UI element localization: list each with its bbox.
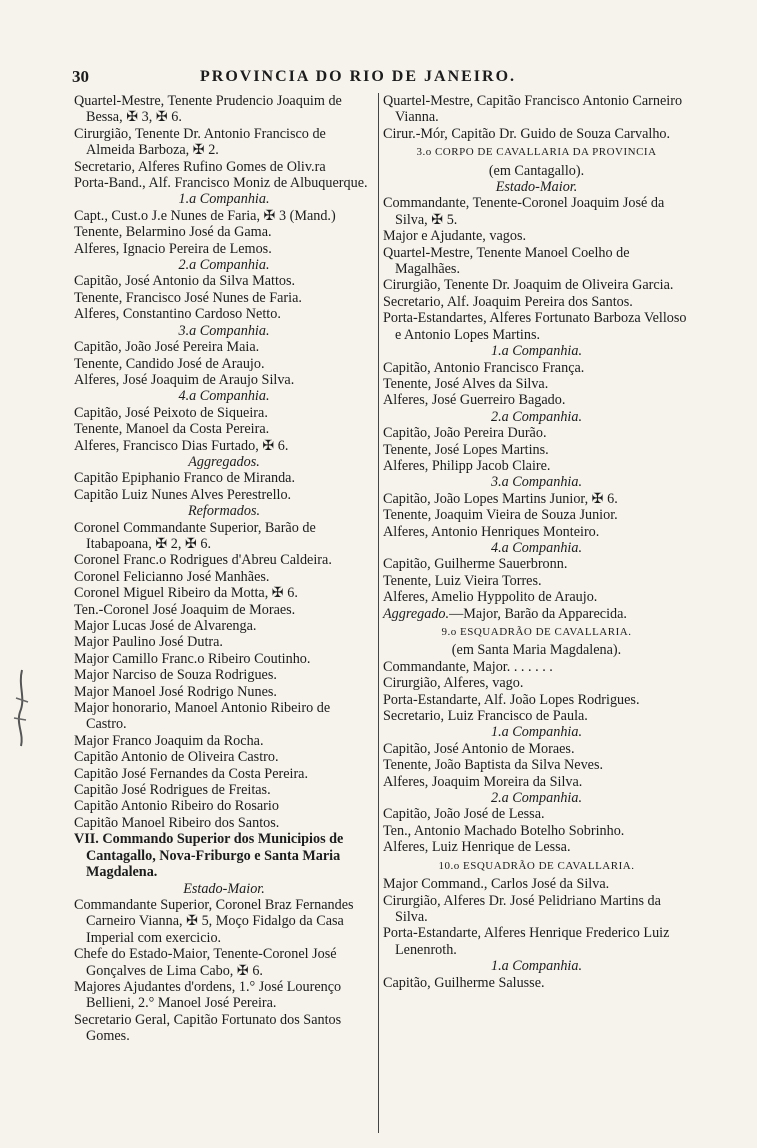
entry: Alferes, José Joaquim de Araujo Silva. [74,371,295,388]
aggregado-label: Aggregado. [383,605,450,622]
entry: Porta-Band., Alf. Francisco Moniz de Albuquerque. [74,175,368,192]
entry: Quartel-Mestre, Capitão Francisco Antonio Carneiro Vianna. [383,93,683,126]
entry: Coronel Commandante Superior, Barão de Itabapoana, ✠ 2, ✠ 6. [74,519,316,552]
entry: Capitão Manoel Ribeiro dos Santos. [74,814,280,831]
entry: Alferes, Antonio Henriques Monteiro. [383,523,600,540]
entry: Ten.-Coronel José Joaquim de Moraes. [74,601,296,618]
entry: Alferes, Ignacio Pereira de Lemos. [74,240,272,257]
entry: Secretario, Alferes Rufino Gomes de Oliv.ra [74,158,326,175]
squadron-heading: 9.o ESQUADRÃO DE CAVALLARIA. [441,626,632,638]
entry: Coronel Franc.o Rodrigues d'Abreu Caldeira. [74,552,332,569]
entry: Cirurgião, Tenente Dr. Joaquim de Oliveira Garcia. [383,277,674,294]
squadron-heading: 10.o ESQUADRÃO DE CAVALLARIA. [438,859,635,872]
entry: Cirurgião, Alferes, vago. [383,675,524,692]
entry: Major Command., Carlos José da Silva. [383,876,610,893]
entry: Chefe do Estado-Maior, Tenente-Coronel José Gonçalves de Lima Cabo, ✠ 6. [74,946,337,979]
entry: Ten., Antonio Machado Botelho Sobrinho. [383,822,625,839]
entry: Capitão Antonio de Oliveira Castro. [74,749,279,766]
entry: Major honorario, Manoel Antonio Ribeiro de Castro. [74,700,331,733]
entry: Capitão, João José Pereira Maia. [74,339,260,356]
page-title: PROVINCIA DO RIO DE JANEIRO. [200,68,517,85]
entry: Capitão, Guilherme Sauerbronn. [383,556,568,573]
entry: Tenente, Joaquim Vieira de Souza Junior. [383,507,618,524]
section-heading: 4.a Companhia. [178,388,270,405]
entry: Alferes, Luiz Henrique de Lessa. [383,839,571,856]
entry: Tenente, João Baptista da Silva Neves. [383,757,604,774]
entry: Capitão, João Pereira Durão. [383,425,547,442]
entry: Capitão, José Antonio da Silva Mattos. [74,273,296,290]
entry: Alferes, Joaquim Moreira da Silva. [383,773,583,790]
entry: Capt., Cust.o J.e Nunes de Faria, ✠ 3 (Mand.) [74,207,336,224]
left-column [74,93,374,1045]
entry: Quartel-Mestre, Tenente Prudencio Joaquim de Bessa, ✠ 3, ✠ 6. [74,93,342,126]
entry: Major Franco Joaquim da Rocha. [74,732,264,749]
section-heading: 2.a Companhia. [490,408,583,425]
entry: Quartel-Mestre, Tenente Manoel Coelho de Magalhães. [383,244,630,278]
entry: Cirurgião, Tenente Dr. Antonio Francisco de Almeida Barboza, ✠ 2. [74,125,326,159]
entry: Commandante Superior, Coronel Braz Fernandes Carneiro Vianna, ✠ 5, Moço Fidalgo da Casa Imperial com exercicio. [74,896,354,946]
entry: Capitão, José Antonio de Moraes. [383,740,575,757]
section-heading: Estado-Maior. [495,179,578,196]
section-heading: 2.a Companhia. [490,790,583,807]
section-heading: 1.a Companhia. [490,343,583,360]
section-heading: 1.a Companhia. [178,191,270,208]
section-heading: 3.a Companhia. [178,322,270,339]
entry: Alferes, Francisco Dias Furtado, ✠ 6. [74,437,289,454]
entry: Major Paulino José Dutra. [74,634,223,651]
section-heading: 2.a Companhia. [178,257,270,274]
entry: Capitão, João José de Lessa. [383,806,545,823]
entry: Tenente, Francisco José Nunes de Faria. [74,289,302,306]
section-heading: 3.a Companhia. [490,474,583,491]
command-heading: VII. Commando Superior dos Municipios de Cantagallo, Nova-Friburgo e Santa Maria Magdalena. [74,831,344,881]
section-heading: 1.a Companhia. [490,724,583,741]
right-column [383,93,690,991]
entry: Tenente, José Alves da Silva. [383,375,549,392]
entry: Cirurgião, Alferes Dr. José Pelidriano Martins da Silva. [383,892,661,925]
entry: Capitão, Guilherme Salusse. [383,974,545,991]
section-heading: Reformados. [187,503,261,520]
entry: Alferes, José Guerreiro Bagado. [383,392,566,409]
entry: Capitão Luiz Nunes Alves Perestrello. [74,486,292,503]
entry: Capitão, José Peixoto de Siqueira. [74,404,268,421]
entry: Porta-Estandarte, Alf. João Lopes Rodrigues. [383,691,640,708]
entry: Capitão Antonio Ribeiro do Rosario [74,798,279,815]
location-note: (em Cantagallo). [488,162,585,179]
entry: Major Camillo Franc.o Ribeiro Coutinho. [74,650,311,667]
section-heading: Estado-Maior. [183,880,265,897]
section-heading: 4.a Companhia. [490,539,583,556]
entry: Coronel Felicianno José Manhães. [74,568,270,585]
entry: Commandante, Major. . . . . . . [383,658,553,675]
entry: Capitão José Rodrigues de Freitas. [74,782,271,799]
entry: Tenente, Candido José de Araujo. [74,355,265,372]
entry: Majores Ajudantes d'ordens, 1.° José Lourenço Bellieni, 2.° Manoel José Pereira. [74,978,342,1012]
entry: Coronel Miguel Ribeiro da Motta, ✠ 6. [74,585,298,602]
entry: Cirur.-Mór, Capitão Dr. Guido de Souza Carvalho. [383,125,671,142]
entry: Tenente, Belarmino José da Gama. [74,224,272,241]
page-number: 30 [72,67,89,86]
entry: Tenente, Luiz Vieira Torres. [383,572,542,589]
entry: Major e Ajudante, vagos. [383,228,527,245]
entry: Alferes, Constantino Cardoso Netto. [74,306,281,323]
entry-aggregado [383,606,690,622]
entry: Tenente, Manoel da Costa Pereira. [74,421,270,438]
column-divider [378,93,379,1133]
corps-heading: 3.o CORPO DE CAVALLARIA DA PROVINCIA [416,146,657,159]
page-header [72,66,712,88]
entry: Secretario, Luiz Francisco de Paula. [383,708,588,725]
entry: Capitão José Fernandes da Costa Pereira. [74,765,309,782]
entry: Secretario Geral, Capitão Fortunato dos Santos Gomes. [74,1011,342,1045]
entry: Major Manoel José Rodrigo Nunes. [74,683,277,700]
entry: Tenente, José Lopes Martins. [383,441,549,458]
entry: Major Lucas José de Alvarenga. [74,618,257,634]
entry: Capitão, Antonio Francisco França. [383,359,585,376]
entry: Alferes, Amelio Hyppolito de Araujo. [383,589,598,606]
entry: Alferes, Philipp Jacob Claire. [383,457,551,474]
location-note: (em Santa Maria Magdalena). [451,642,622,659]
aggregado-text: —Major, Barão da Apparecida. [449,605,627,622]
section-heading: Aggregados. [188,453,260,470]
entry: Porta-Estandarte, Alferes Henrique Frederico Luiz Lenenroth. [383,925,670,958]
entry: Major Narciso de Souza Rodrigues. [74,667,277,684]
section-heading: 1.a Companhia. [490,958,583,975]
entry: Secretario, Alf. Joaquim Pereira dos Santos. [383,293,633,310]
entry: Porta-Estandartes, Alferes Fortunato Barboza Velloso e Antonio Lopes Martins. [383,310,687,343]
entry: Capitão Epiphanio Franco de Miranda. [74,470,296,487]
margin-mark-graphic [8,668,34,748]
entry: Capitão, João Lopes Martins Junior, ✠ 6. [383,490,618,507]
entry: Commandante, Tenente-Coronel Joaquim José da Silva, ✠ 5. [383,195,665,228]
